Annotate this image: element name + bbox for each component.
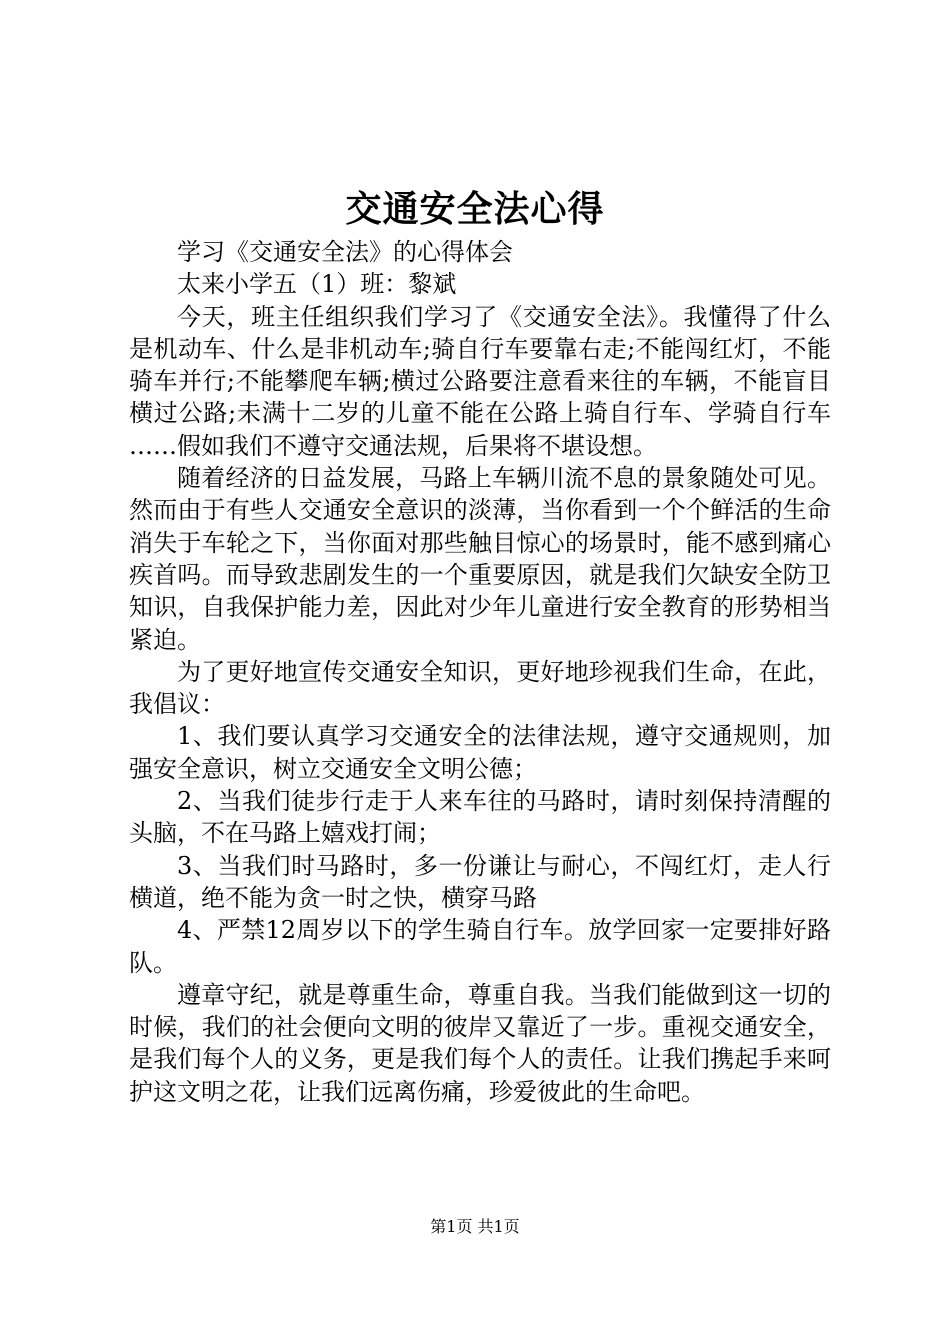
proposal-item-4: 4、严禁12周岁以下的学生骑自行车。放学回家一定要排好路队。 <box>129 916 831 977</box>
proposal-item-1: 1、我们要认真学习交通安全的法律法规，遵守交通规则，加强安全意识，树立交通安全文明公德； <box>129 722 831 783</box>
paragraph-proposal: 为了更好地宣传交通安全知识，更好地珍视我们生命，在此，我倡议： <box>129 657 831 719</box>
paragraph-conclusion: 遵章守纪，就是尊重生命，尊重自我。当我们能做到这一切的时候，我们的社会便向文明的彼岸又靠近了一步。重视交通安全，是我们每个人的义务，更是我们每个人的责任。让我们携起手来呵护这文明之花，让我们远离伤痛，珍爱彼此的生命吧。 <box>129 980 831 1106</box>
document-subtitle: 学习《交通安全法》的心得体会 <box>177 238 513 266</box>
proposal-item-2: 2、当我们徒步行走于人来车往的马路时，请时刻保持清醒的头脑，不在马路上嬉戏打闹； <box>129 787 831 848</box>
paragraph-intro: 今天，班主任组织我们学习了《交通安全法》。我懂得了什么是机动车、什么是非机动车;骑自行车要靠右走;不能闯红灯，不能骑车并行;不能攀爬车辆;横过公路要注意看来往的车辆，不能盲目横过公路;未满十二岁的儿童不能在公路上骑自行车、学骑自行车……假如我们不遵守交通法规，后果将不堪设想。 <box>129 302 831 460</box>
paragraph-background: 随着经济的日益发展，马路上车辆川流不息的景象随处可见。然而由于有些人交通安全意识的淡薄，当你看到一个个鲜活的生命消失于车轮之下，当你面对那些触目惊心的场景时，能不感到痛心疾首吗。而导致悲剧发生的一个重要原因，就是我们欠缺安全防卫知识，自我保护能力差，因此对少年儿童进行安全教育的形势相当紧迫。 <box>129 464 831 654</box>
document-body <box>129 236 831 1108</box>
proposal-item-3: 3、当我们时马路时，多一份谦让与耐心，不闯红灯，走人行横道，绝不能为贪一时之快，横穿马路 <box>129 851 831 912</box>
page-footer: 第1页 共1页 <box>430 1217 520 1236</box>
document-title: 交通安全法心得 <box>345 188 605 230</box>
author-line: 太来小学五（1）班：黎斌 <box>177 270 457 299</box>
